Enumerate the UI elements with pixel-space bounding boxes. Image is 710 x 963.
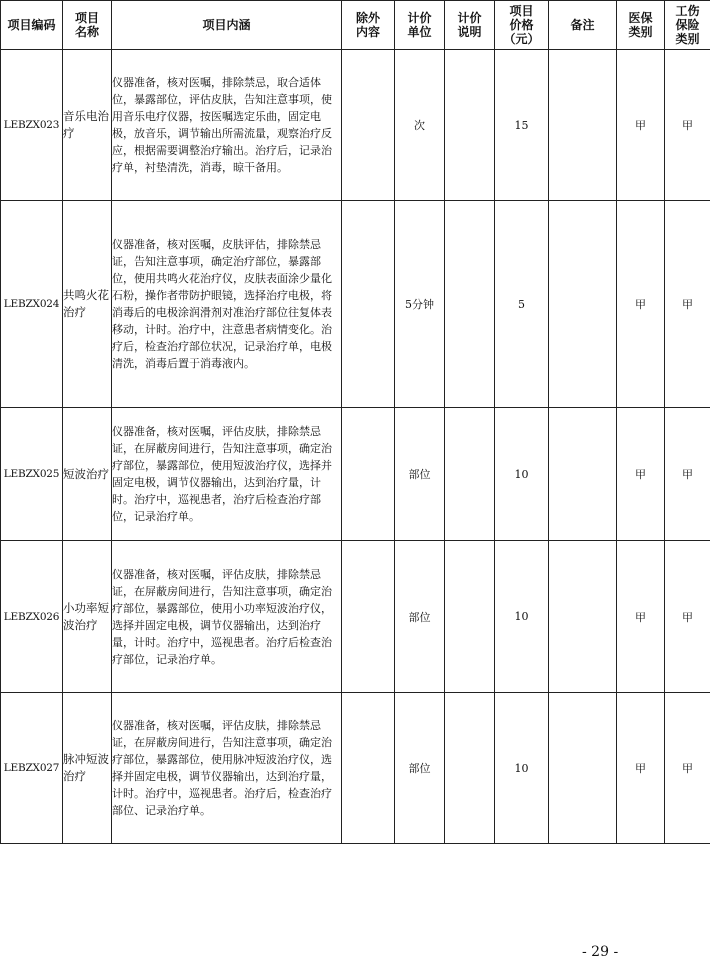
cell-unit: 5分钟 [395, 201, 445, 408]
header-code: 项目编码 [1, 1, 63, 50]
table-row [1, 50, 710, 201]
cell-name: 共鸣火花治疗 [63, 201, 112, 408]
cell-unit-note [445, 541, 495, 693]
cell-remark [549, 408, 617, 541]
cell-price: 15 [495, 50, 549, 201]
table-row [1, 693, 710, 844]
cell-unit-note [445, 693, 495, 844]
header-insurance: 医保 类别 [617, 1, 665, 50]
cell-unit: 次 [395, 50, 445, 201]
cell-unit: 部位 [395, 693, 445, 844]
page-number: - 29 - [582, 944, 619, 960]
cell-unit-note [445, 50, 495, 201]
cell-injury: 甲 [665, 693, 710, 844]
header-injury: 工伤 保险 类别 [665, 1, 710, 50]
cell-price: 10 [495, 408, 549, 541]
cell-content: 仪器准备，核对医嘱，评估皮肤，排除禁忌证，在屏蔽房间进行，告知注意事项，确定治疗部位，暴露部位，使用脉冲短波治疗仪，选择并固定电极，调节仪器输出，达到治疗量，计时。治疗中，巡视患者。治疗后，检查治疗部位、记录治疗单。 [112, 693, 342, 844]
cell-content: 仪器准备，核对医嘱，皮肤评估，排除禁忌证，告知注意事项，确定治疗部位，暴露部位，使用共鸣火花治疗仪，皮肤表面涂少量化石粉，操作者带防护眼镜，选择治疗电极，将消毒后的电极涂润滑剂对准治疗部位往复体表移动，计时。治疗中，注意患者病情变化。治疗后，检查治疗部位状况，记录治疗单，电极清洗，消毒后置于消毒液内。 [112, 201, 342, 408]
cell-insurance: 甲 [617, 50, 665, 201]
cell-excluded [342, 408, 395, 541]
cell-insurance: 甲 [617, 693, 665, 844]
cell-excluded [342, 541, 395, 693]
cell-injury: 甲 [665, 408, 710, 541]
cell-name: 小功率短波治疗 [63, 541, 112, 693]
cell-code: LEBZX023 [1, 50, 63, 201]
header-row [1, 1, 710, 50]
header-unit-note: 计价 说明 [445, 1, 495, 50]
cell-remark [549, 693, 617, 844]
cell-unit: 部位 [395, 408, 445, 541]
table-row [1, 408, 710, 541]
cell-remark [549, 541, 617, 693]
table-row [1, 201, 710, 408]
table-row [1, 541, 710, 693]
header-price: 项目 价格 （元） [495, 1, 549, 50]
cell-excluded [342, 693, 395, 844]
cell-insurance: 甲 [617, 201, 665, 408]
cell-excluded [342, 201, 395, 408]
cell-price: 10 [495, 541, 549, 693]
header-excluded: 除外 内容 [342, 1, 395, 50]
cell-content: 仪器准备，核对医嘱，评估皮肤，排除禁忌证，在屏蔽房间进行，告知注意事项，确定治疗部位，暴露部位，使用小功率短波治疗仪，选择并固定电极，调节仪器输出，达到治疗量，计时。治疗中，巡视患者。治疗后检查治疗部位，记录治疗单。 [112, 541, 342, 693]
cell-name: 音乐电治疗 [63, 50, 112, 201]
cell-unit-note [445, 408, 495, 541]
cell-remark [549, 50, 617, 201]
cell-remark [549, 201, 617, 408]
cell-name: 脉冲短波治疗 [63, 693, 112, 844]
cell-unit: 部位 [395, 541, 445, 693]
cell-name: 短波治疗 [63, 408, 112, 541]
cell-code: LEBZX025 [1, 408, 63, 541]
header-remark: 备注 [549, 1, 617, 50]
cell-excluded [342, 50, 395, 201]
cell-injury: 甲 [665, 201, 710, 408]
cell-injury: 甲 [665, 541, 710, 693]
cell-price: 10 [495, 693, 549, 844]
cell-unit-note [445, 201, 495, 408]
cell-insurance: 甲 [617, 541, 665, 693]
cell-code: LEBZX027 [1, 693, 63, 844]
header-unit: 计价 单位 [395, 1, 445, 50]
header-content: 项目内涵 [112, 1, 342, 50]
cell-injury: 甲 [665, 50, 710, 201]
cell-content: 仪器准备，核对医嘱，评估皮肤，排除禁忌证，在屏蔽房间进行，告知注意事项，确定治疗部位，暴露部位，使用短波治疗仪，选择并固定电极，调节仪器输出，达到治疗量，计时。治疗中，巡视患者，治疗后检查治疗部位，记录治疗单。 [112, 408, 342, 541]
cell-insurance: 甲 [617, 408, 665, 541]
cell-code: LEBZX024 [1, 201, 63, 408]
cell-code: LEBZX026 [1, 541, 63, 693]
cell-content: 仪器准备，核对医嘱，排除禁忌，取合适体位，暴露部位，评估皮肤，告知注意事项，使用音乐电疗仪器，按医嘱选定乐曲，固定电极，放音乐，调节输出所需流量，观察治疗反应，根据需要调整治疗输出。治疗后，记录治疗单，衬垫清洗，消毒，晾干备用。 [112, 50, 342, 201]
header-name: 项目 名称 [63, 1, 112, 50]
cell-price: 5 [495, 201, 549, 408]
